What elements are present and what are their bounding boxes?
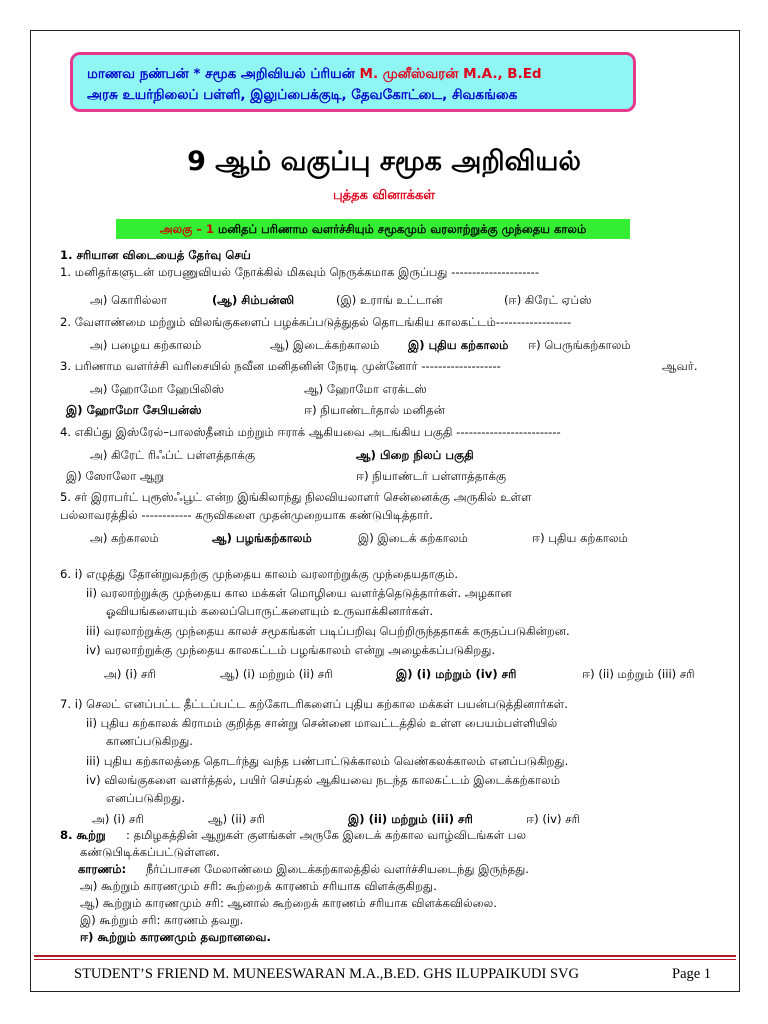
footer-text: STUDENT’S FRIEND M. MUNEESWARAN M.A.,B.ED. GHS ILUPPAIKUDI SVG	[74, 966, 579, 982]
header-line-1	[87, 66, 542, 84]
statement-line: 6. i) எழுத்து தோன்றுவதற்கு முந்தைய காலம் வரலாற்றுக்கு முந்தையதாகும்.	[60, 567, 459, 581]
footer-rule-thin	[34, 959, 736, 960]
option: ஆ) பழங்கற்காலம்	[212, 531, 312, 545]
author-header-box	[70, 52, 636, 112]
option: இ) (ii) மற்றும் (iii) சரி	[348, 812, 473, 826]
option: அ) (i) சரி	[92, 812, 144, 826]
question-line: 1. மனிதர்களுடன் மரபணுவியல் நோக்கில் மிகவும் நெருக்கமாக இருப்பது ---------------------	[60, 265, 540, 279]
option: அ) கூற்றும் காரணமும் சரி: கூற்றைக் காரணம் சரியாக விளக்குகிறது.	[80, 879, 437, 893]
statement-line: ii) வரலாற்றுக்கு முந்தைய கால மக்கள் மொழியை வளர்த்தெடுத்தார்கள். அழகான	[86, 586, 512, 600]
option: ஈ) புதிய கற்காலம்	[532, 531, 628, 545]
option: இ) ஸோலோ ஆறு	[66, 469, 165, 483]
option: ஈ) நியாண்டர் பள்ளாத்தாக்கு	[356, 469, 507, 483]
author-degree: M.A., B.Ed	[463, 66, 542, 82]
statement-line: iv) விலங்குகளை வளர்த்தல், பயிர் செய்தல் ஆகியவை நடந்த காலகட்டம் இடைக்கற்காலம்	[86, 773, 561, 787]
assertion-text: : தமிழகத்தின் ஆறுகள் குளங்கள் அருகே இடைக் கற்கால வாழ்விடங்கள் பல	[126, 828, 527, 842]
page-title: 9 ஆம் வகுப்பு சமூக அறிவியல்	[187, 146, 581, 177]
question-line: 4. எகிப்து இஸ்ரேல்–பாலஸ்தீனம் மற்றும் ஈராக் ஆகியவை அடங்கிய பகுதி -------------------------	[60, 425, 561, 439]
option: இ) இடைக் கற்காலம்	[358, 531, 468, 545]
option: அ) ஹோமோ ஹேபிலிஸ்	[90, 382, 225, 396]
option: (ஈ) கிரேட் ஏப்ஸ்	[504, 293, 592, 307]
statement-line: iii) புதிய கற்காலத்தை தொடர்ந்து வந்த பண்பாட்டுக்காலம் வெண்கலக்காலம் எனப்படுகிறது.	[86, 754, 569, 768]
option: அ) பழைய கற்காலம்	[90, 338, 202, 352]
option: (இ) உராங் உட்டான்	[336, 293, 443, 307]
statement-line: காணப்படுகிறது.	[106, 734, 193, 748]
option: ஆ) கூற்றும் காரணமும் சரி: ஆனால் கூற்றைக் காரணம் சரியாக விளக்கவில்லை.	[80, 896, 497, 910]
school-address: அரசு உயர்நிலைப் பள்ளி, இலுப்பைக்குடி, தேவகோட்டை, சிவகங்கை	[87, 87, 518, 103]
option: ஈ) பெருங்கற்காலம்	[528, 338, 631, 352]
assertion-label: 8. கூற்று	[60, 828, 106, 842]
option: ஆ) பிறை நிலப் பகுதி	[356, 448, 474, 462]
option: (ஆ) சிம்பன்ஸி	[212, 293, 295, 307]
footer-rule	[34, 955, 736, 957]
option: ஆ) ஹோமோ எரக்டஸ்	[304, 382, 427, 396]
statement-line: iii) வரலாற்றுக்கு முந்தைய காலச் சமூகங்கள் படிப்பறிவு பெற்றிருந்ததாகக் கருதப்படுகின்றன.	[86, 624, 570, 638]
question-line: 5. சர் இராபர்ட் புரூஸ்ஃபூட் என்ற இங்கிலாந்து நிலவியலாளர் சென்னைக்கு அருகில் உள்ள	[60, 490, 532, 504]
option: ஈ) நியாண்டர்தால் மனிதன்	[304, 403, 445, 417]
unit-number: அலகு – 1	[159, 222, 215, 236]
unit-heading	[116, 219, 630, 239]
reason-label: காரணம்:	[78, 862, 127, 876]
statement-line: ii) புதிய கற்காலக் கிராமம் குறித்த சான்று சென்னை மாவட்டத்தில் உள்ள பையம்பள்ளியில்	[86, 716, 558, 730]
page-number: Page 1	[672, 966, 712, 982]
option: ஆ) (i) மற்றும் (ii) சரி	[220, 667, 333, 681]
option: ஈ) கூற்றும் காரணமும் தவறானவை.	[80, 930, 271, 944]
question-line: 3. பரிணாம வளர்ச்சி வரிசையில் நவீன மனிதனின் நேரடி முன்னோர் -------------------	[60, 359, 501, 373]
question-line: 2. வேளாண்மை மற்றும் விலங்குகளைப் பழக்கப்படுத்துதல் தொடங்கிய காலகட்டம்------------------	[60, 315, 572, 329]
reason-text: நீர்ப்பாசன மேலாண்மை இடைக்கற்காலத்தில் வளர்ச்சியடைந்து இருந்தது.	[146, 862, 529, 876]
option: இ) ஹோமோ சேபியன்ஸ்	[66, 403, 202, 417]
section-heading: 1. சரியான விடையைத் தேர்வு செய்	[60, 248, 251, 262]
option: அ) கிரேட் ரிஃப்ட் பள்ளத்தாக்கு	[90, 448, 256, 462]
author-name: M. முனீஸ்வரன்	[359, 66, 459, 82]
statement-line: iv) வரலாற்றுக்கு முந்தைய காலகட்டம் பழங்காலம் என்று அழைக்கப்படுகிறது.	[86, 643, 496, 657]
option: இ) (i) மற்றும் (iv) சரி	[396, 667, 517, 681]
option: இ) புதிய கற்காலம்	[408, 338, 509, 352]
header-tagline: மாணவ நண்பன் * சமூக அறிவியல் ப்ரியன்	[87, 66, 355, 82]
option: ஈ) (iv) சரி	[526, 812, 580, 826]
option: இ) கூற்றும் சரி: காரணம் தவறு.	[80, 913, 244, 927]
option: ஆ) இடைக்கற்காலம்	[270, 338, 380, 352]
statement-line: 7. i) செலட் எனப்பட்ட தீட்டப்பட்ட கற்கோடரிகளைப் புதிய கற்கால மக்கள் பயன்படுத்தினார்கள்.	[60, 697, 568, 711]
question-line: ஆவர்.	[662, 359, 698, 373]
assertion-text: கண்டுபிடிக்கப்பட்டுள்ளன.	[80, 845, 220, 859]
option: அ) (i) சரி	[104, 667, 156, 681]
option: ஈ) (ii) மற்றும் (iii) சரி	[582, 667, 695, 681]
question-line: பல்லாவரத்தில் ------------ கருவிகளை முதன்முறையாக கண்டுபிடித்தார்.	[60, 508, 433, 522]
statement-line: ஓவியங்களையும் கலைப்பொருட்களையும் உருவாக்கினார்கள்.	[106, 604, 434, 618]
page-subtitle: புத்தக வினாக்கள்	[332, 188, 435, 203]
unit-title: மனிதப் பரிணாம வளர்ச்சியும் சமூகமும் வரலாற்றுக்கு முந்தைய காலம்	[218, 222, 587, 236]
statement-line: எனப்படுகிறது.	[106, 791, 186, 805]
option: அ) கற்காலம்	[90, 531, 159, 545]
option: ஆ) (ii) சரி	[208, 812, 265, 826]
option: அ) கொரில்லா	[90, 293, 168, 307]
